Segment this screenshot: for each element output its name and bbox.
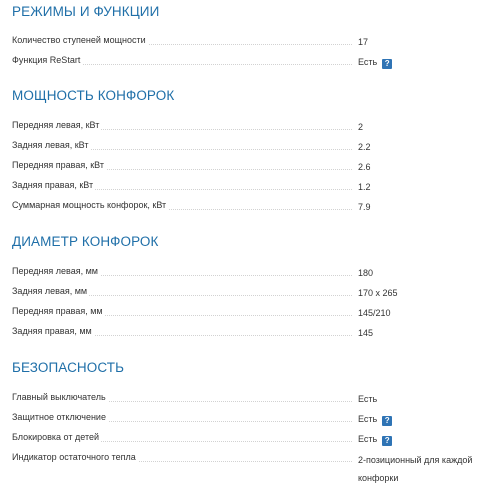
spec-value: Есть ? (358, 53, 478, 72)
spec-row-power-levels (12, 33, 478, 53)
spec-label: Количество ступеней мощности (12, 35, 146, 45)
spec-value-line: конфорки (358, 473, 399, 483)
spec-row-total-power (12, 198, 478, 218)
spec-value: 145/210 (358, 308, 391, 318)
spec-label: Передняя правая, мм (12, 306, 103, 316)
spec-value: 2 (358, 122, 364, 132)
help-question-icon[interactable]: ? (382, 416, 392, 426)
spec-value: 180 (358, 268, 374, 278)
spec-value: Есть ? (358, 430, 478, 449)
spec-row-rear-right-power (12, 178, 478, 198)
spec-value: 7.9 (358, 202, 371, 212)
spec-row-safety-shutoff (12, 410, 478, 430)
spec-value: 1.2 (358, 182, 371, 192)
spec-value: 170 x 265 (358, 288, 398, 298)
spec-label: Суммарная мощность конфорок, кВт (12, 200, 167, 210)
spec-label: Блокировка от детей (12, 432, 100, 442)
spec-value: Есть ? (358, 410, 478, 429)
spec-value-line: 2-позиционный для каждой (358, 455, 473, 465)
spec-row-rear-right-diameter (12, 324, 478, 344)
spec-value: Есть (358, 394, 378, 404)
spec-value (358, 453, 478, 485)
spec-row-rear-left-power (12, 138, 478, 158)
spec-label: Защитное отключение (12, 412, 106, 422)
section-title-safety: БЕЗОПАСНОСТЬ (12, 360, 125, 375)
spec-value: 2.6 (358, 162, 371, 172)
spec-row-rear-left-diameter (12, 284, 478, 304)
section-title-modes: РЕЖИМЫ И ФУНКЦИИ (12, 4, 160, 19)
spec-row-main-switch (12, 390, 478, 410)
help-question-icon[interactable]: ? (382, 436, 392, 446)
section-title-burner-power: МОЩНОСТЬ КОНФОРОК (12, 88, 175, 103)
spec-row-front-left-diameter (12, 264, 478, 284)
spec-label: Передняя левая, кВт (12, 120, 100, 130)
section-title-burner-diameter: ДИАМЕТР КОНФОРОК (12, 234, 159, 249)
spec-row-residual-heat-indicator (12, 450, 478, 486)
spec-row-front-right-power (12, 158, 478, 178)
spec-label: Функция ReStart (12, 55, 81, 65)
spec-row-front-left-power (12, 118, 478, 138)
spec-value: 145 (358, 328, 374, 338)
spec-label: Задняя правая, кВт (12, 180, 94, 190)
spec-row-front-right-diameter (12, 304, 478, 324)
help-question-icon[interactable]: ? (382, 59, 392, 69)
spec-value: 17 (358, 37, 369, 47)
spec-value: 2.2 (358, 142, 371, 152)
spec-label: Передняя левая, мм (12, 266, 98, 276)
spec-label: Индикатор остаточного тепла (12, 452, 136, 462)
spec-row-child-lock (12, 430, 478, 450)
spec-label: Задняя левая, кВт (12, 140, 89, 150)
spec-label: Главный выключатель (12, 392, 106, 402)
spec-label: Задняя левая, мм (12, 286, 88, 296)
spec-label: Задняя правая, мм (12, 326, 92, 336)
spec-label: Передняя правая, кВт (12, 160, 104, 170)
spec-row-restart (12, 53, 478, 73)
